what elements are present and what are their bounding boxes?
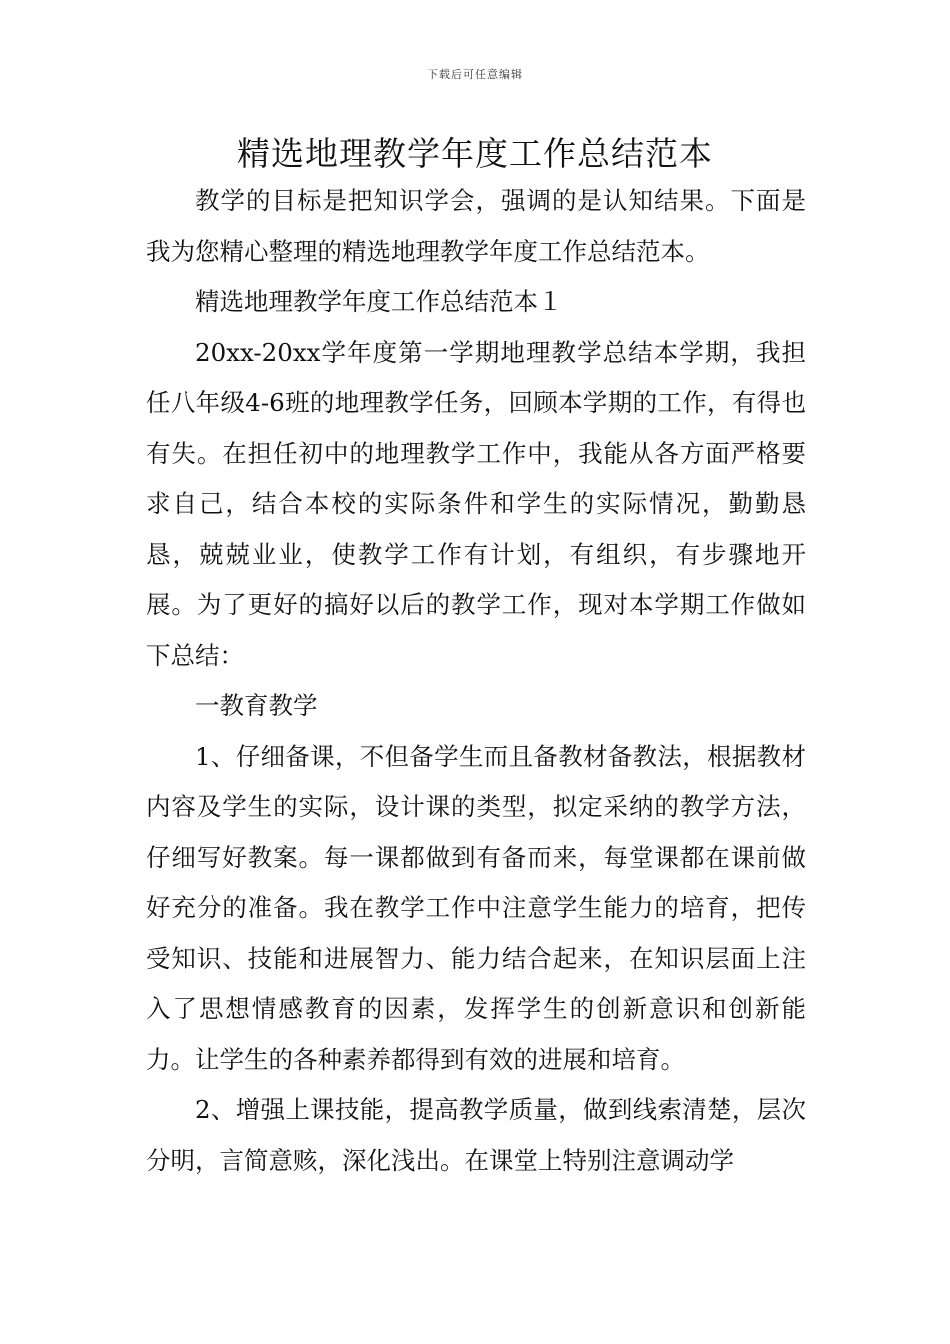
body-paragraph: 2、增强上课技能，提高教学质量，做到线索清楚，层次分明，言简意赅，深化浅出。在课堂上特别注意调动学	[146, 1095, 806, 1175]
body-paragraph: 20xx-20xx学年度第一学期地理教学总结本学期，我担任八年级4-6班的地理教学任务，回顾本学期的工作，有得也有失。在担任初中的地理教学工作中，我能从各方面严格要求自己，结合本校的实际条件和学生的实际情况，勤勤恳恳，兢兢业业，使教学工作有计划，有组织，有步骤地开展。为了更好的搞好以后的教学工作，现对本学期工作做如下总结：	[146, 337, 806, 670]
document-body	[146, 176, 806, 1186]
body-paragraph: 1、仔细备课，不但备学生而且备教材备教法，根据教材内容及学生的实际，设计课的类型，拟定采纳的教学方法，仔细写好教案。每一课都做到有备而来，每堂课都在课前做好充分的准备。我在教学工作中注意学生能力的培育，把传受知识、技能和进展智力、能力结合起来，在知识层面上注入了思想情感教育的因素，发挥学生的创新意识和创新能力。让学生的各种素养都得到有效的进展和培育。	[146, 741, 806, 1074]
section-heading: 精选地理教学年度工作总结范本１	[195, 287, 563, 316]
intro-paragraph: 教学的目标是把知识学会，强调的是认知结果。下面是我为您精心整理的精选地理教学年度工作总结范本。	[146, 186, 806, 266]
subsection-heading: 一教育教学	[195, 691, 318, 720]
document-title: 精选地理教学年度工作总结范本	[237, 134, 713, 173]
header-note: 下载后可任意编辑	[427, 68, 523, 81]
